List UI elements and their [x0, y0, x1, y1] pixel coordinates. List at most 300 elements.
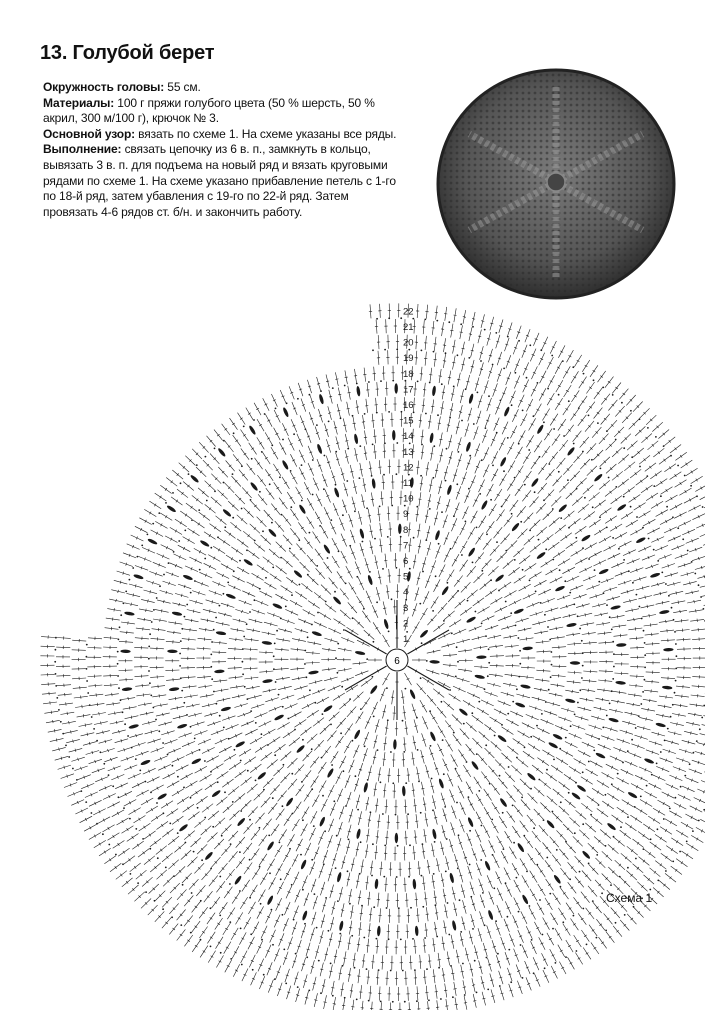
chain-dot	[342, 514, 344, 516]
stitch-tick	[217, 923, 220, 925]
crochet-chart	[0, 290, 705, 1010]
chain-dot	[376, 601, 378, 603]
instruction-text: связать цепочку из 6 в. п., замкнуть в кольцо, вывязать 3 в. п. для подъема на новый ряд и вязать круговыми рядами по схеме 1. На схеме указано прибавление петель с 1-го по 18-й ряд, затем убавления с 19-го по 22-й ряд. Затем провязать 4-6 рядов ст. б/н. и закончить работу.	[43, 142, 396, 219]
stitch-tick	[366, 803, 369, 804]
stitch-tick	[499, 514, 502, 516]
puff-stitch-mark	[333, 487, 340, 498]
puff-stitch-mark	[441, 585, 450, 595]
stitch-tick	[274, 739, 276, 742]
stitch-tick	[674, 582, 675, 585]
stitch-tick	[361, 866, 364, 867]
stitch-tick	[429, 485, 432, 486]
stitch-tick	[401, 697, 404, 698]
stitch-tick	[329, 939, 332, 940]
stitch-tick	[160, 619, 161, 622]
chain-dot	[364, 745, 366, 747]
puff-stitch-mark	[520, 684, 531, 689]
chain-dot	[304, 650, 306, 652]
chain-dot	[330, 724, 332, 726]
stitch-tick	[704, 743, 705, 746]
chain-dot	[429, 710, 431, 712]
chain-dot	[294, 729, 296, 731]
stitch-tick	[299, 638, 300, 641]
stitch-tick	[650, 699, 651, 702]
chain-dot	[391, 598, 393, 600]
stitch-tick	[148, 721, 149, 724]
stitch-tick	[589, 387, 592, 389]
chain-dot	[334, 591, 336, 593]
stitch-tick	[427, 867, 430, 868]
stitch-tick	[461, 971, 464, 972]
chain-dot	[549, 639, 551, 641]
stitch-tick	[599, 604, 600, 607]
stitch-tick	[350, 912, 353, 913]
stitch-tick	[109, 859, 111, 862]
stitch-tick	[416, 773, 419, 774]
chain-dot	[395, 814, 397, 816]
stitch-tick	[434, 929, 437, 930]
stitch-tick	[660, 592, 661, 595]
chain-dot	[498, 590, 500, 592]
stitch-mark	[695, 566, 705, 570]
stitch-tick	[185, 514, 187, 517]
stitch-tick	[329, 971, 332, 972]
chain-dot	[400, 536, 402, 538]
stitch-tick	[364, 453, 367, 454]
stitch-tick	[622, 810, 624, 813]
stitch-tick	[496, 645, 497, 648]
puff-stitch-mark	[356, 828, 362, 839]
stitch-tick	[465, 669, 466, 672]
stitch-tick	[293, 514, 296, 516]
stitch-tick	[573, 414, 576, 416]
stitch-tick	[315, 537, 318, 539]
stitch-tick	[268, 632, 269, 635]
stitch-tick	[572, 690, 573, 693]
stitch-tick	[460, 396, 463, 397]
stitch-tick	[307, 542, 310, 544]
puff-stitch-mark	[214, 669, 225, 673]
chain-dot	[431, 778, 433, 780]
stitch-tick	[253, 686, 254, 689]
stitch-tick	[442, 392, 445, 393]
stitch-tick	[338, 695, 340, 698]
stitch-mark	[694, 798, 705, 804]
puff-stitch-mark	[513, 608, 524, 615]
chain-dot	[457, 590, 459, 592]
stitch-tick	[385, 728, 388, 729]
chain-dot	[516, 688, 518, 690]
chain-dot	[289, 548, 291, 550]
stitch-tick	[283, 677, 284, 680]
stitch-tick	[254, 853, 257, 855]
stitch-tick	[456, 956, 459, 957]
stitch-tick	[678, 601, 679, 604]
stitch-tick	[435, 518, 438, 519]
stitch-tick	[450, 410, 453, 411]
stitch-tick	[69, 721, 70, 724]
stitch-tick	[239, 619, 240, 622]
stitch-tick	[675, 474, 677, 477]
stitch-tick	[375, 562, 378, 563]
stitch-tick	[454, 315, 457, 316]
stitch-tick	[365, 616, 368, 618]
puff-stitch-mark	[494, 574, 504, 583]
stitch-tick	[329, 648, 330, 651]
stitch-tick	[274, 829, 277, 831]
stitch-tick	[203, 951, 206, 953]
stitch-tick	[435, 470, 438, 471]
stitch-tick	[132, 836, 134, 839]
stitch-tick	[131, 716, 132, 719]
stitch-tick	[563, 561, 565, 564]
chain-dot	[311, 624, 313, 626]
chain-dot	[453, 515, 455, 517]
stitch-mark	[343, 999, 345, 1010]
chain-dot	[551, 651, 553, 653]
chain-dot	[475, 611, 477, 613]
stitch-tick	[452, 893, 455, 894]
stitch-tick	[619, 691, 620, 694]
stitch-tick	[696, 609, 697, 612]
stitch-mark	[700, 531, 705, 536]
stitch-tick	[244, 453, 247, 455]
stitch-tick	[247, 867, 250, 869]
stitch-tick	[450, 330, 453, 331]
stitch-tick	[359, 818, 362, 819]
stitch-tick	[505, 499, 508, 501]
chain-dot	[291, 773, 293, 775]
stitch-tick	[411, 759, 414, 760]
stitch-tick	[314, 1000, 317, 1001]
stitch-tick	[643, 834, 645, 837]
stitch-tick	[191, 695, 192, 698]
stitch-tick	[554, 618, 555, 621]
chain-dot	[291, 594, 293, 596]
stitch-tick	[438, 960, 441, 961]
stitch-tick	[359, 518, 362, 519]
puff-stitch-mark	[480, 500, 488, 511]
stitch-tick	[148, 599, 149, 602]
puff-stitch-mark	[262, 641, 273, 646]
stitch-tick	[356, 407, 359, 408]
stitch-tick	[441, 880, 444, 881]
instructions-block	[43, 80, 398, 220]
stitch-tick	[496, 674, 497, 677]
stitch-mark	[352, 1000, 354, 1010]
chain-dot	[255, 722, 257, 724]
chain-dot	[444, 806, 446, 808]
stitch-tick	[335, 379, 338, 380]
stitch-tick	[243, 902, 246, 904]
stitch-tick	[538, 698, 539, 701]
stitch-tick	[539, 622, 540, 625]
stitch-tick	[648, 708, 649, 711]
stitch-tick	[617, 615, 618, 618]
chain-dot	[455, 676, 457, 678]
chain-dot	[432, 610, 434, 612]
stitch-tick	[566, 390, 569, 392]
stitch-tick	[510, 635, 511, 638]
stitch-tick	[494, 635, 495, 638]
stitch-tick	[425, 820, 428, 821]
stitch-tick	[469, 334, 472, 335]
stitch-tick	[195, 945, 198, 947]
stitch-tick	[104, 851, 106, 854]
puff-stitch-mark	[471, 760, 480, 770]
chain-dot	[499, 775, 501, 777]
stitch-tick	[87, 733, 88, 736]
stitch-tick	[345, 377, 348, 378]
stitch-tick	[644, 513, 646, 516]
stitch-tick	[447, 425, 450, 426]
chain-dot	[485, 744, 487, 746]
stitch-tick	[547, 434, 550, 436]
stitch-tick	[131, 603, 132, 606]
stitch-tick	[530, 858, 533, 860]
stitch-tick	[135, 584, 136, 587]
stitch-tick	[193, 704, 194, 707]
stitch-tick	[265, 755, 267, 758]
stitch-tick	[676, 591, 677, 594]
puff-stitch-mark	[216, 631, 227, 636]
stitch-tick	[139, 818, 141, 821]
chain-dot	[333, 800, 335, 802]
chain-dot	[456, 646, 458, 648]
instruction-label: Материалы:	[43, 95, 115, 110]
stitch-tick	[320, 937, 323, 938]
stitch-tick	[548, 884, 551, 886]
stitch-tick	[373, 757, 376, 758]
stitch-tick	[457, 379, 460, 380]
stitch-tick	[561, 424, 564, 426]
beret-photo	[436, 66, 676, 302]
chain-dot	[259, 588, 261, 590]
stitch-tick	[337, 410, 340, 411]
stitch-tick	[497, 494, 500, 496]
stitch-tick	[283, 638, 284, 641]
stitch-tick	[594, 947, 597, 949]
stitch-tick	[510, 683, 511, 686]
stitch-tick	[479, 967, 482, 968]
stitch-tick	[338, 741, 341, 743]
stitch-tick	[336, 443, 339, 444]
stitch-tick	[222, 774, 224, 777]
chain-dot	[369, 571, 371, 573]
puff-stitch-mark	[353, 729, 361, 740]
stitch-tick	[645, 596, 646, 599]
stitch-tick	[156, 816, 158, 819]
chain-dot	[387, 719, 389, 721]
chain-dot	[432, 809, 434, 811]
stitch-tick	[237, 628, 238, 631]
stitch-tick	[338, 941, 341, 942]
stitch-tick	[490, 591, 492, 594]
stitch-tick	[634, 497, 636, 500]
stitch-tick	[494, 807, 497, 809]
chain-dot	[403, 751, 405, 753]
puff-stitch-mark	[363, 782, 369, 793]
stitch-tick	[433, 650, 434, 653]
stitch-tick	[490, 323, 493, 324]
chain-dot	[545, 701, 547, 703]
chain-dot	[461, 554, 463, 556]
stitch-tick	[244, 885, 247, 887]
chain-dot	[465, 521, 467, 523]
puff-stitch-mark	[243, 558, 254, 567]
chain-dot	[426, 660, 428, 662]
chain-dot	[380, 781, 382, 783]
stitch-tick	[268, 474, 271, 476]
stitch-tick	[435, 913, 438, 914]
stitch-tick	[309, 522, 312, 524]
stitch-tick	[478, 336, 481, 337]
stitch-tick	[593, 370, 596, 372]
stitch-tick	[425, 516, 428, 517]
chain-dot	[274, 643, 276, 645]
stitch-tick	[276, 469, 279, 471]
stitch-tick	[59, 748, 60, 751]
chain-dot	[476, 527, 478, 529]
stitch-tick	[118, 590, 119, 593]
chain-dot	[306, 676, 308, 678]
stitch-tick	[321, 921, 324, 922]
chain-dot	[386, 687, 388, 689]
stitch-tick	[103, 731, 104, 734]
chain-dot	[420, 677, 422, 679]
stitch-tick	[210, 785, 212, 788]
stitch-tick	[451, 942, 454, 943]
chain-dot	[275, 681, 277, 683]
stitch-tick	[647, 605, 648, 608]
chain-dot	[372, 676, 374, 678]
stitch-tick	[349, 927, 352, 928]
stitch-tick	[666, 695, 667, 698]
stitch-tick	[439, 439, 442, 440]
chain-dot	[519, 663, 521, 665]
stitch-tick	[210, 918, 213, 920]
stitch-tick	[600, 707, 601, 710]
puff-stitch-mark	[367, 575, 374, 586]
stitch-mark	[692, 639, 705, 640]
puff-stitch-mark	[298, 504, 306, 515]
stitch-tick	[417, 530, 420, 531]
chain-dot	[273, 655, 275, 657]
stitch-tick	[366, 681, 368, 684]
stitch-tick	[586, 698, 587, 701]
stitch-tick	[434, 817, 437, 818]
chain-dot	[388, 631, 390, 633]
stitch-tick	[510, 484, 513, 486]
chain-dot	[337, 672, 339, 674]
stitch-tick	[669, 467, 671, 470]
chain-dot	[402, 720, 404, 722]
stitch-tick	[356, 801, 359, 802]
chain-dot	[287, 718, 289, 720]
stitch-tick	[462, 364, 465, 365]
stitch-tick	[432, 882, 435, 883]
chain-dot	[420, 812, 422, 814]
stitch-tick	[282, 834, 285, 836]
stitch-tick	[347, 408, 350, 409]
chain-dot	[478, 790, 480, 792]
stitch-tick	[443, 345, 446, 346]
stitch-tick	[616, 709, 617, 712]
stitch-tick	[365, 702, 368, 704]
stitch-tick	[661, 481, 663, 484]
stitch-tick	[114, 608, 115, 611]
stitch-tick	[53, 720, 54, 723]
puff-stitch-mark	[466, 616, 477, 624]
stitch-tick	[339, 893, 342, 894]
stitch-tick	[605, 511, 607, 514]
stitch-tick	[475, 952, 478, 953]
stitch-tick	[466, 770, 469, 772]
chain-dot	[265, 577, 267, 579]
stitch-tick	[472, 985, 475, 986]
chain-dot	[261, 733, 263, 735]
stitch-tick	[163, 713, 164, 716]
chain-dot	[508, 766, 510, 768]
chain-dot	[362, 541, 364, 543]
stitch-tick	[383, 711, 386, 712]
stitch-tick	[286, 588, 288, 591]
stitch-tick	[504, 585, 506, 588]
puff-stitch-mark	[467, 817, 474, 828]
stitch-tick	[634, 618, 635, 621]
stitch-tick	[446, 863, 449, 864]
stitch-tick	[238, 695, 239, 698]
stitch-tick	[452, 346, 455, 347]
chain-dot	[422, 571, 424, 573]
chain-dot	[242, 648, 244, 650]
stitch-tick	[461, 755, 464, 757]
chain-dot	[373, 716, 375, 718]
stitch-tick	[171, 811, 173, 814]
stitch-tick	[566, 408, 569, 410]
chain-dot	[449, 689, 451, 691]
stitch-tick	[484, 776, 487, 778]
stitch-tick	[223, 541, 225, 544]
stitch-mark	[446, 999, 448, 1010]
stitch-tick	[633, 703, 634, 706]
stitch-tick	[115, 712, 116, 715]
stitch-tick	[99, 712, 100, 715]
stitch-tick	[427, 680, 429, 683]
stitch-tick	[680, 610, 681, 613]
stitch-tick	[441, 848, 444, 849]
stitch-tick	[165, 722, 166, 725]
stitch-tick	[371, 499, 374, 500]
stitch-tick	[218, 942, 221, 944]
stitch-tick	[602, 783, 604, 786]
stitch-tick	[530, 566, 532, 569]
stitch-tick	[356, 881, 359, 882]
chain-dot	[273, 668, 275, 670]
stitch-tick	[269, 689, 270, 692]
stitch-tick	[175, 697, 176, 700]
puff-stitch-mark	[268, 528, 278, 538]
stitch-tick	[602, 811, 604, 814]
stitch-tick	[666, 620, 667, 623]
puff-stitch-mark	[438, 778, 445, 789]
chain-dot	[514, 559, 516, 561]
stitch-tick	[116, 599, 117, 602]
chain-dot	[321, 757, 323, 759]
stitch-tick	[249, 759, 251, 762]
stitch-tick	[465, 610, 467, 613]
stitch-tick	[679, 713, 680, 716]
